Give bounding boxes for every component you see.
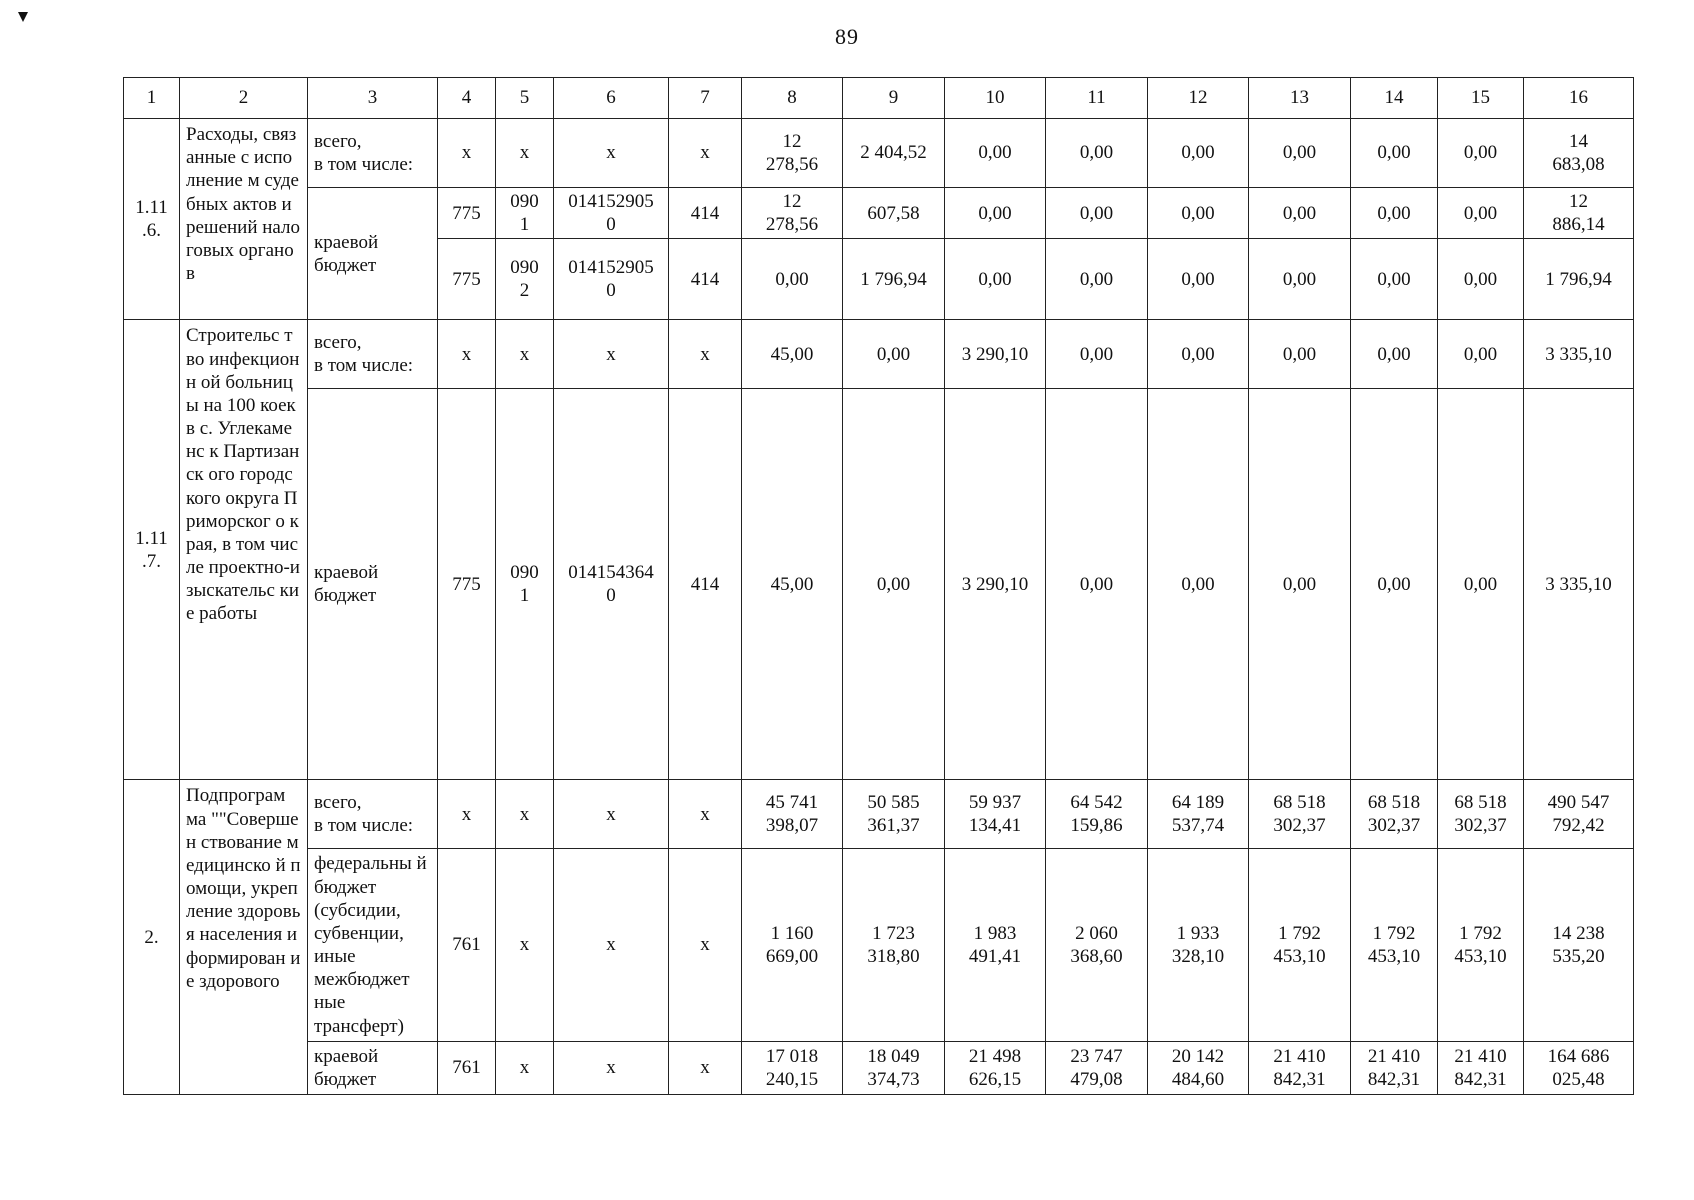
code-admin: 775 xyxy=(438,188,496,239)
year-value-cell: 17 018 240,15 xyxy=(742,1041,843,1094)
year-value-cell: 20 142 484,60 xyxy=(1148,1041,1249,1094)
section-id: 1.11 .6. xyxy=(124,119,180,320)
code-section: x xyxy=(496,320,554,389)
col-header: 16 xyxy=(1524,78,1634,119)
code-section: x xyxy=(496,849,554,1041)
funding-source: всего, в том числе: xyxy=(308,119,438,188)
year-value-cell: 64 189 537,74 xyxy=(1148,780,1249,849)
col-header: 2 xyxy=(180,78,308,119)
total-cell: 3 335,10 xyxy=(1524,389,1634,780)
table-row xyxy=(124,389,1634,780)
year-value-cell: 1 723 318,80 xyxy=(843,849,945,1041)
section-id: 1.11 .7. xyxy=(124,320,180,780)
year-value-cell: 1 792 453,10 xyxy=(1249,849,1351,1041)
code-admin: 775 xyxy=(438,389,496,780)
year-value-cell: 45,00 xyxy=(742,389,843,780)
year-value-cell: 0,00 xyxy=(1046,389,1148,780)
year-value-cell: 50 585 361,37 xyxy=(843,780,945,849)
year-value-cell: 3 290,10 xyxy=(945,389,1046,780)
year-value-cell: 1 792 453,10 xyxy=(1438,849,1524,1041)
year-value-cell: 59 937 134,41 xyxy=(945,780,1046,849)
year-value-cell: 45 741 398,07 xyxy=(742,780,843,849)
year-value-cell: 64 542 159,86 xyxy=(1046,780,1148,849)
col-header: 4 xyxy=(438,78,496,119)
year-value-cell: 0,00 xyxy=(1351,119,1438,188)
section-id: 2. xyxy=(124,780,180,1095)
total-cell: 12 886,14 xyxy=(1524,188,1634,239)
year-value-cell: 0,00 xyxy=(843,389,945,780)
year-value-cell: 68 518 302,37 xyxy=(1438,780,1524,849)
year-value-cell: 0,00 xyxy=(1438,119,1524,188)
year-value-cell: 21 498 626,15 xyxy=(945,1041,1046,1094)
year-value-cell: 2 404,52 xyxy=(843,119,945,188)
header-row xyxy=(124,78,1634,119)
table-row xyxy=(124,119,1634,188)
code-admin: x xyxy=(438,780,496,849)
year-value-cell: 0,00 xyxy=(1046,239,1148,320)
col-header: 10 xyxy=(945,78,1046,119)
code-admin: 761 xyxy=(438,1041,496,1094)
year-value-cell: 0,00 xyxy=(1046,188,1148,239)
year-value-cell: 21 410 842,31 xyxy=(1438,1041,1524,1094)
col-header: 6 xyxy=(554,78,669,119)
col-header: 9 xyxy=(843,78,945,119)
code-type: 414 xyxy=(669,188,742,239)
year-value-cell: 0,00 xyxy=(945,119,1046,188)
year-value-cell: 12 278,56 xyxy=(742,188,843,239)
code-type: x xyxy=(669,320,742,389)
year-value-cell: 0,00 xyxy=(1249,389,1351,780)
code-target: x xyxy=(554,320,669,389)
col-header: 1 xyxy=(124,78,180,119)
year-value-cell: 0,00 xyxy=(843,320,945,389)
year-value-cell: 0,00 xyxy=(1148,320,1249,389)
code-type: 414 xyxy=(669,239,742,320)
year-value-cell: 0,00 xyxy=(1046,320,1148,389)
year-value-cell: 1 160 669,00 xyxy=(742,849,843,1041)
page-number: 89 xyxy=(835,24,859,49)
section-name: Подпрограм ма ""Совершен ствование медицинско й помощи, укрепление здоровья населения и формирован ие здорового xyxy=(180,780,308,1095)
year-value-cell: 0,00 xyxy=(742,239,843,320)
code-target: 014152905 0 xyxy=(554,188,669,239)
code-type: x xyxy=(669,1041,742,1094)
year-value-cell: 68 518 302,37 xyxy=(1249,780,1351,849)
table-row xyxy=(124,1041,1634,1094)
code-target: 014152905 0 xyxy=(554,239,669,320)
code-target: x xyxy=(554,849,669,1041)
col-header: 8 xyxy=(742,78,843,119)
year-value-cell: 18 049 374,73 xyxy=(843,1041,945,1094)
year-value-cell: 0,00 xyxy=(1351,239,1438,320)
col-header: 7 xyxy=(669,78,742,119)
table-row xyxy=(124,849,1634,1041)
code-target: x xyxy=(554,1041,669,1094)
total-cell: 164 686 025,48 xyxy=(1524,1041,1634,1094)
code-section: 090 1 xyxy=(496,188,554,239)
funding-source: краевой бюджет xyxy=(308,1041,438,1094)
code-admin: x xyxy=(438,119,496,188)
table-row xyxy=(124,780,1634,849)
col-header: 12 xyxy=(1148,78,1249,119)
year-value-cell: 45,00 xyxy=(742,320,843,389)
code-target: x xyxy=(554,119,669,188)
code-type: x xyxy=(669,119,742,188)
col-header: 11 xyxy=(1046,78,1148,119)
year-value-cell: 607,58 xyxy=(843,188,945,239)
year-value-cell: 0,00 xyxy=(1249,320,1351,389)
section-name: Строительс тво инфекционн ой больницы на 100 коек в с. Углекаменс к Партизанск ого городского округа Приморског о края, в том числе проектно-изыскательс кие работы xyxy=(180,320,308,780)
year-value-cell: 1 796,94 xyxy=(843,239,945,320)
year-value-cell: 23 747 479,08 xyxy=(1046,1041,1148,1094)
code-target: x xyxy=(554,780,669,849)
year-value-cell: 68 518 302,37 xyxy=(1351,780,1438,849)
year-value-cell: 0,00 xyxy=(1351,188,1438,239)
year-value-cell: 1 933 328,10 xyxy=(1148,849,1249,1041)
year-value-cell: 0,00 xyxy=(1249,188,1351,239)
code-admin: x xyxy=(438,320,496,389)
total-cell: 490 547 792,42 xyxy=(1524,780,1634,849)
budget-table xyxy=(123,77,1634,1095)
year-value-cell: 0,00 xyxy=(1438,188,1524,239)
year-value-cell: 0,00 xyxy=(1438,389,1524,780)
year-value-cell: 21 410 842,31 xyxy=(1249,1041,1351,1094)
col-header: 13 xyxy=(1249,78,1351,119)
year-value-cell: 0,00 xyxy=(1148,188,1249,239)
table-row xyxy=(124,320,1634,389)
code-type: 414 xyxy=(669,389,742,780)
funding-source: всего, в том числе: xyxy=(308,320,438,389)
code-admin: 761 xyxy=(438,849,496,1041)
funding-source: всего, в том числе: xyxy=(308,780,438,849)
year-value-cell: 0,00 xyxy=(945,188,1046,239)
year-value-cell: 0,00 xyxy=(1351,320,1438,389)
col-header: 3 xyxy=(308,78,438,119)
total-cell: 3 335,10 xyxy=(1524,320,1634,389)
col-header: 15 xyxy=(1438,78,1524,119)
code-section: x xyxy=(496,119,554,188)
year-value-cell: 0,00 xyxy=(1351,389,1438,780)
code-type: x xyxy=(669,780,742,849)
year-value-cell: 2 060 368,60 xyxy=(1046,849,1148,1041)
year-value-cell: 1 792 453,10 xyxy=(1351,849,1438,1041)
code-target: 014154364 0 xyxy=(554,389,669,780)
funding-source: краевой бюджет xyxy=(308,389,438,780)
code-type: x xyxy=(669,849,742,1041)
year-value-cell: 0,00 xyxy=(1148,119,1249,188)
code-section: x xyxy=(496,780,554,849)
year-value-cell: 12 278,56 xyxy=(742,119,843,188)
year-value-cell: 0,00 xyxy=(1046,119,1148,188)
year-value-cell: 0,00 xyxy=(1148,389,1249,780)
total-cell: 1 796,94 xyxy=(1524,239,1634,320)
year-value-cell: 0,00 xyxy=(1438,239,1524,320)
code-section: 090 2 xyxy=(496,239,554,320)
funding-source: краевой бюджет xyxy=(308,188,438,320)
year-value-cell: 21 410 842,31 xyxy=(1351,1041,1438,1094)
section-name: Расходы, связанные с исполнение м судебных актов и решений налоговых органов xyxy=(180,119,308,320)
table-row xyxy=(124,188,1634,239)
year-value-cell: 0,00 xyxy=(1148,239,1249,320)
code-admin: 775 xyxy=(438,239,496,320)
code-section: 090 1 xyxy=(496,389,554,780)
year-value-cell: 0,00 xyxy=(945,239,1046,320)
year-value-cell: 1 983 491,41 xyxy=(945,849,1046,1041)
total-cell: 14 238 535,20 xyxy=(1524,849,1634,1041)
year-value-cell: 0,00 xyxy=(1249,239,1351,320)
year-value-cell: 3 290,10 xyxy=(945,320,1046,389)
year-value-cell: 0,00 xyxy=(1438,320,1524,389)
scan-corner-mark xyxy=(18,12,28,22)
col-header: 5 xyxy=(496,78,554,119)
total-cell: 14 683,08 xyxy=(1524,119,1634,188)
funding-source: федеральны й бюджет (субсидии, субвенции, иные межбюджет ные трансферт) xyxy=(308,849,438,1041)
year-value-cell: 0,00 xyxy=(1249,119,1351,188)
col-header: 14 xyxy=(1351,78,1438,119)
code-section: x xyxy=(496,1041,554,1094)
